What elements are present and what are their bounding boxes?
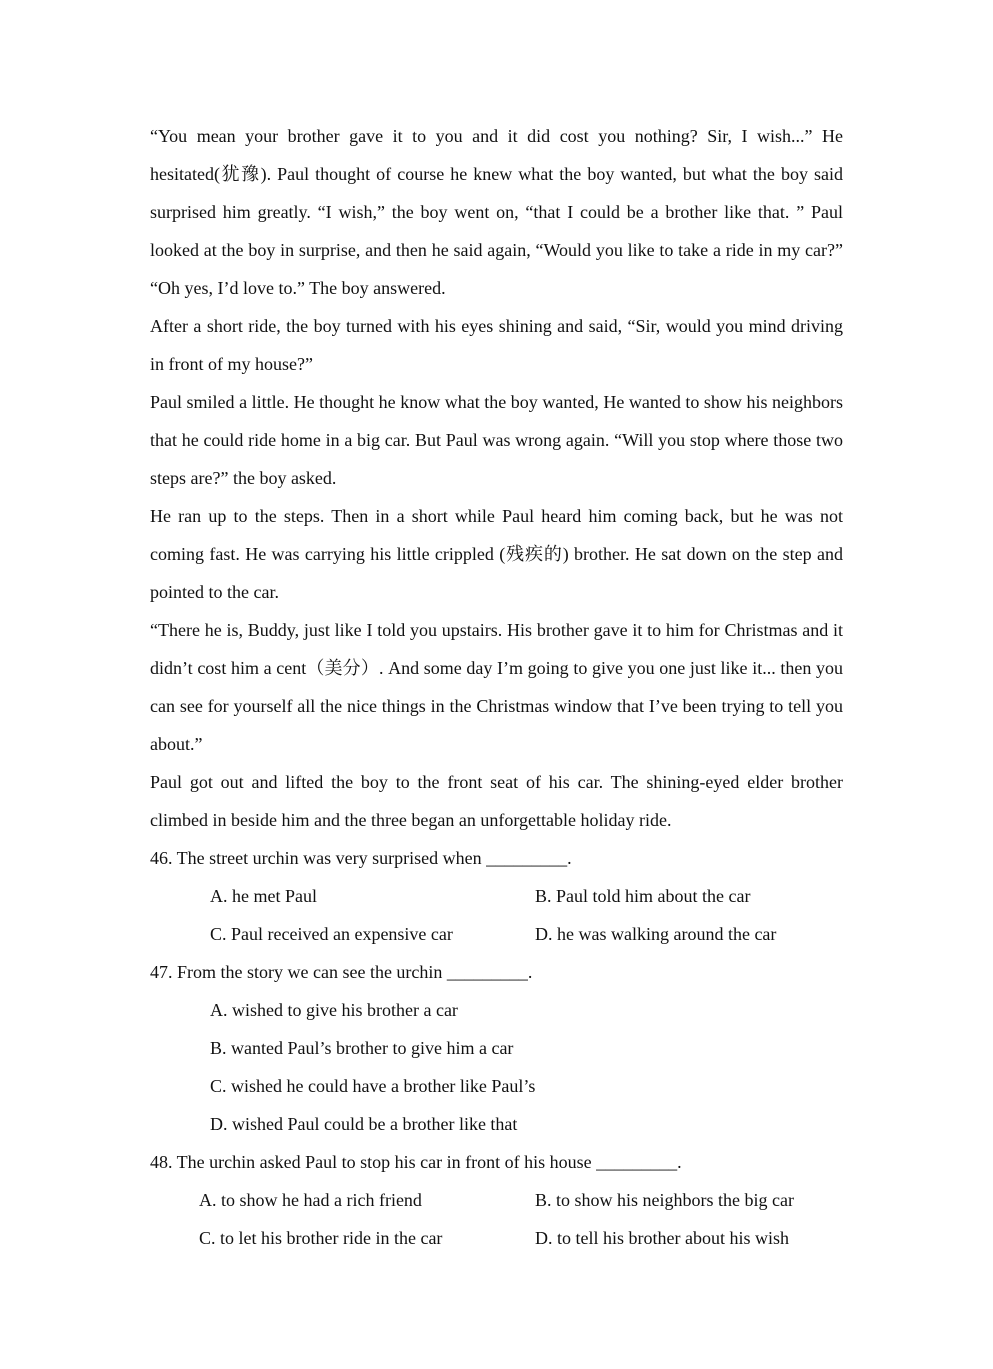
options-row — [150, 877, 843, 915]
story-paragraph: Paul got out and lifted the boy to the front seat of his car. The shining-eyed elder brother climbed in beside him and the three began an unforgettable holiday ride. — [150, 772, 843, 830]
options-row — [150, 1219, 843, 1257]
option-d: D. wished Paul could be a brother like that — [210, 1114, 518, 1134]
option-b: B. Paul told him about the car — [535, 886, 751, 906]
question-stem: 46. The street urchin was very surprised when _________. — [150, 848, 572, 868]
option-a: A. wished to give his brother a car — [210, 1000, 458, 1020]
option-d: D. to tell his brother about his wish — [535, 1228, 789, 1248]
story-paragraph: He ran up to the steps. Then in a short while Paul heard him coming back, but he was not coming fast. He was carrying his little crippled (残疾的) brother. He sat down on the step and pointed to the car. — [150, 506, 843, 602]
option-d: D. he was walking around the car — [535, 924, 777, 944]
option-c: C. to let his brother ride in the car — [199, 1228, 443, 1248]
option-b: B. to show his neighbors the big car — [535, 1190, 794, 1210]
option-c: C. Paul received an expensive car — [210, 924, 453, 944]
options-row — [150, 915, 843, 953]
option-c: C. wished he could have a brother like Paul’s — [210, 1076, 536, 1096]
option-a: A. to show he had a rich friend — [199, 1190, 422, 1210]
question-48 — [150, 1143, 843, 1257]
question-46 — [150, 839, 843, 953]
question-stem: 48. The urchin asked Paul to stop his car in front of his house _________. — [150, 1152, 682, 1172]
options-row — [150, 1181, 843, 1219]
option-a: A. he met Paul — [210, 886, 317, 906]
document-page — [150, 117, 843, 1257]
question-stem: 47. From the story we can see the urchin _________. — [150, 962, 533, 982]
story-paragraph: Paul smiled a little. He thought he know what the boy wanted, He wanted to show his neighbors that he could ride home in a big car. But Paul was wrong again. “Will you stop where those two steps are?” the boy asked. — [150, 392, 843, 488]
story-paragraph: “There he is, Buddy, just like I told you upstairs. His brother gave it to him for Christmas and it didn’t cost him a cent（美分）. And some day I’m going to give you one just like it... then you can see for yourself all the nice things in the Christmas window that I’ve been trying to tell you about.” — [150, 620, 843, 754]
story-paragraph: After a short ride, the boy turned with his eyes shining and said, “Sir, would you mind driving in front of my house?” — [150, 316, 843, 374]
question-47 — [150, 953, 843, 1143]
option-b: B. wanted Paul’s brother to give him a car — [210, 1038, 514, 1058]
story-paragraph: “You mean your brother gave it to you and it did cost you nothing? Sir, I wish...” He hesitated(犹豫). Paul thought of course he knew what the boy wanted, but what the boy said surprised him greatly. “I wish,” the boy went on, “that I could be a brother like that. ” Paul looked at the boy in surprise, and then he said again, “Would you like to take a ride in my car?” “Oh yes, I’d love to.” The boy answered. — [150, 126, 843, 298]
